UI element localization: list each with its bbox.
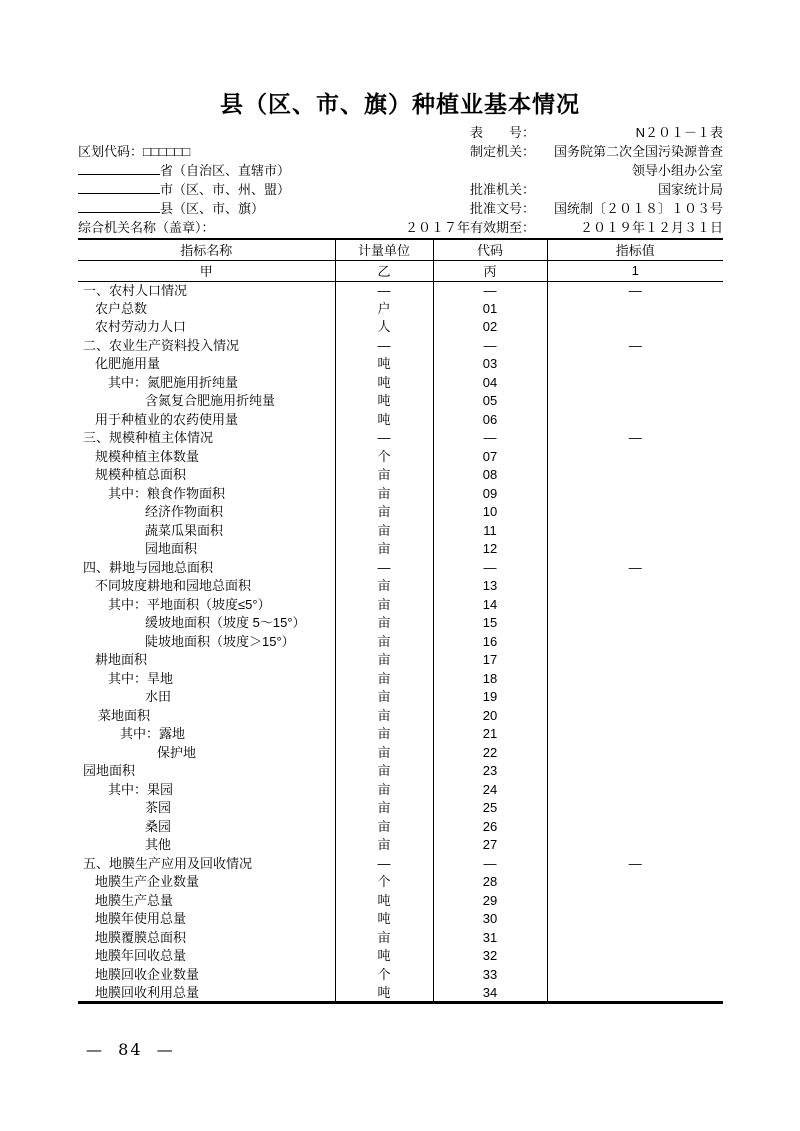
- table-row: [78, 818, 723, 837]
- subheader-yi: 乙: [335, 260, 433, 281]
- indicator-unit-cell: 吨: [335, 892, 433, 911]
- indicator-code-cell: —: [433, 855, 547, 874]
- indicator-name-cell: 缓坡地面积（坡度 5～15°）: [145, 615, 306, 631]
- indicator-value-cell: [547, 300, 723, 319]
- indicator-unit-cell: 亩: [335, 670, 433, 689]
- indicator-code-cell: 01: [433, 300, 547, 319]
- indicator-code-cell: 29: [433, 892, 547, 911]
- table-row: [78, 984, 723, 1003]
- indicator-name-cell: 其中：平地面积（坡度≤5°）: [108, 596, 271, 612]
- indicator-value-cell: [547, 670, 723, 689]
- indicator-code-cell: 26: [433, 818, 547, 837]
- indicator-name-cell: 化肥施用量: [95, 356, 161, 372]
- header-row-province: [78, 160, 723, 179]
- indicator-value-cell: [547, 522, 723, 541]
- form-number-label: 表 号：: [470, 125, 536, 140]
- indicator-name-cell: 水田: [145, 689, 172, 705]
- indicator-name-cell: 茶园: [145, 800, 172, 816]
- indicator-name-cell: 蔬菜瓜果面积: [145, 522, 224, 538]
- table-row: [78, 633, 723, 652]
- table-row: [78, 892, 723, 911]
- indicator-value-cell: [547, 614, 723, 633]
- approving-agency-value: 国家统计局: [657, 182, 723, 197]
- table-row: [78, 318, 723, 337]
- indicator-value-cell: [547, 966, 723, 985]
- table-row: [78, 873, 723, 892]
- issuing-agency-label: 制定机关：: [470, 144, 536, 159]
- indicator-code-cell: 15: [433, 614, 547, 633]
- indicator-name-cell: 地膜回收利用总量: [95, 984, 200, 1000]
- indicator-table-header: [78, 239, 723, 281]
- indicator-code-cell: 08: [433, 466, 547, 485]
- table-row: [78, 670, 723, 689]
- indicator-unit-cell: —: [335, 281, 433, 300]
- county-blank-line: [78, 199, 160, 213]
- indicator-name-cell: 其中：果园: [108, 781, 174, 797]
- indicator-code-cell: 27: [433, 836, 547, 855]
- table-row: [78, 966, 723, 985]
- indicator-unit-cell: 吨: [335, 411, 433, 430]
- indicator-name-cell: 四、耕地与园地总面积: [83, 559, 214, 575]
- indicator-name-cell: 一、农村人口情况: [83, 282, 188, 298]
- indicator-code-cell: 07: [433, 448, 547, 467]
- indicator-name-cell: 地膜生产总量: [95, 892, 174, 908]
- indicator-name-cell: 不同坡度耕地和园地总面积: [95, 578, 252, 594]
- indicator-unit-cell: 亩: [335, 818, 433, 837]
- table-row: [78, 559, 723, 578]
- indicator-code-cell: 23: [433, 762, 547, 781]
- indicator-value-cell: [547, 799, 723, 818]
- indicator-name-cell: 地膜年回收总量: [95, 948, 187, 964]
- indicator-code-cell: 30: [433, 910, 547, 929]
- org-seal-field: [78, 219, 470, 236]
- issuing-agency-value: 国务院第二次全国污染源普查: [553, 144, 723, 159]
- indicator-unit-cell: 亩: [335, 929, 433, 948]
- division-code-label: 区划代码：□□□□□□: [78, 144, 191, 159]
- indicator-value-cell: —: [547, 337, 723, 356]
- indicator-value-cell: [547, 781, 723, 800]
- indicator-name-cell: 其他: [145, 837, 172, 853]
- col-header-value: 指标值: [547, 239, 723, 260]
- form-header: [78, 122, 723, 236]
- indicator-value-cell: [547, 392, 723, 411]
- indicator-code-cell: 03: [433, 355, 547, 374]
- indicator-unit-cell: 亩: [335, 466, 433, 485]
- indicator-unit-cell: 吨: [335, 910, 433, 929]
- subheader-jia: 甲: [78, 260, 335, 281]
- indicator-name-cell: 耕地面积: [95, 652, 148, 668]
- indicator-name-cell: 陡坡地面积（坡度＞15°）: [145, 633, 295, 649]
- indicator-code-cell: 16: [433, 633, 547, 652]
- indicator-name-cell: 菜地面积: [98, 707, 151, 723]
- table-row: [78, 429, 723, 448]
- table-row: [78, 485, 723, 504]
- city-suffix: 市（区、市、州、盟）: [160, 182, 291, 197]
- indicator-value-cell: [547, 725, 723, 744]
- indicator-value-cell: [547, 596, 723, 615]
- indicator-table: [78, 238, 723, 1004]
- indicator-name-cell: 地膜生产企业数量: [95, 874, 200, 890]
- indicator-code-cell: 33: [433, 966, 547, 985]
- indicator-unit-cell: 亩: [335, 688, 433, 707]
- indicator-value-cell: [547, 503, 723, 522]
- table-row: [78, 281, 723, 300]
- indicator-unit-cell: 亩: [335, 762, 433, 781]
- table-row: [78, 910, 723, 929]
- indicator-unit-cell: 吨: [335, 355, 433, 374]
- column-header-row: [78, 239, 723, 260]
- report-year: ２０１７年: [404, 220, 470, 235]
- indicator-code-cell: 19: [433, 688, 547, 707]
- indicator-code-cell: 18: [433, 670, 547, 689]
- indicator-code-cell: 17: [433, 651, 547, 670]
- indicator-value-cell: [547, 947, 723, 966]
- indicator-value-cell: —: [547, 855, 723, 874]
- indicator-unit-cell: 户: [335, 300, 433, 319]
- indicator-name-cell: 园地面积: [145, 541, 198, 557]
- col-header-unit: 计量单位: [335, 239, 433, 260]
- indicator-value-cell: [547, 892, 723, 911]
- indicator-code-cell: 21: [433, 725, 547, 744]
- indicator-unit-cell: 吨: [335, 374, 433, 393]
- table-row: [78, 744, 723, 763]
- indicator-unit-cell: 亩: [335, 799, 433, 818]
- indicator-value-cell: [547, 411, 723, 430]
- indicator-code-cell: 34: [433, 984, 547, 1003]
- indicator-unit-cell: 亩: [335, 522, 433, 541]
- table-row: [78, 355, 723, 374]
- table-row: [78, 651, 723, 670]
- header-row-city: [78, 179, 723, 198]
- header-row-division-code: [78, 141, 723, 160]
- indicator-name-cell: 农户总数: [95, 300, 148, 316]
- indicator-unit-cell: 亩: [335, 781, 433, 800]
- indicator-table-body: [78, 281, 723, 1003]
- indicator-value-cell: [547, 355, 723, 374]
- indicator-code-cell: 32: [433, 947, 547, 966]
- indicator-unit-cell: —: [335, 855, 433, 874]
- table-row: [78, 374, 723, 393]
- indicator-value-cell: [547, 318, 723, 337]
- city-blank-line: [78, 180, 160, 194]
- indicator-name-cell: 其中：粮食作物面积: [108, 485, 226, 501]
- indicator-code-cell: 09: [433, 485, 547, 504]
- indicator-unit-cell: 吨: [335, 392, 433, 411]
- indicator-value-cell: [547, 818, 723, 837]
- indicator-code-cell: —: [433, 559, 547, 578]
- valid-until-label: 有效期至：: [470, 220, 536, 235]
- indicator-name-cell: 经济作物面积: [145, 504, 224, 520]
- header-row-form-number: [78, 122, 723, 141]
- indicator-code-cell: 25: [433, 799, 547, 818]
- indicator-code-cell: 05: [433, 392, 547, 411]
- indicator-code-cell: 12: [433, 540, 547, 559]
- indicator-code-cell: 02: [433, 318, 547, 337]
- indicator-unit-cell: 个: [335, 448, 433, 467]
- org-seal-label: 综合机关名称（盖章）：: [78, 220, 215, 235]
- indicator-value-cell: [547, 485, 723, 504]
- indicator-code-cell: —: [433, 429, 547, 448]
- indicator-unit-cell: 个: [335, 873, 433, 892]
- table-row: [78, 466, 723, 485]
- indicator-value-cell: [547, 873, 723, 892]
- indicator-unit-cell: 亩: [335, 836, 433, 855]
- table-row: [78, 929, 723, 948]
- table-row: [78, 725, 723, 744]
- table-row: [78, 947, 723, 966]
- indicator-value-cell: [547, 910, 723, 929]
- table-row: [78, 522, 723, 541]
- indicator-name-cell: 五、地膜生产应用及回收情况: [83, 855, 253, 871]
- table-row: [78, 836, 723, 855]
- indicator-code-cell: 04: [433, 374, 547, 393]
- indicator-value-cell: [547, 577, 723, 596]
- indicator-code-cell: 20: [433, 707, 547, 726]
- indicator-value-cell: [547, 633, 723, 652]
- indicator-name-cell: 三、规模种植主体情况: [83, 430, 214, 446]
- indicator-name-cell: 地膜覆膜总面积: [95, 929, 187, 945]
- indicator-unit-cell: 亩: [335, 596, 433, 615]
- indicator-name-cell: 园地面积: [83, 763, 136, 779]
- indicator-name-cell: 桑园: [145, 818, 172, 834]
- indicator-value-cell: [547, 651, 723, 670]
- table-row: [78, 540, 723, 559]
- indicator-unit-cell: 吨: [335, 947, 433, 966]
- table-row: [78, 707, 723, 726]
- indicator-code-cell: 31: [433, 929, 547, 948]
- county-field: [78, 199, 470, 217]
- indicator-unit-cell: 亩: [335, 540, 433, 559]
- indicator-code-cell: 06: [433, 411, 547, 430]
- indicator-unit-cell: 吨: [335, 984, 433, 1003]
- indicator-code-cell: 28: [433, 873, 547, 892]
- indicator-unit-cell: 亩: [335, 707, 433, 726]
- indicator-value-cell: [547, 762, 723, 781]
- indicator-unit-cell: 亩: [335, 633, 433, 652]
- indicator-name-cell: 用于种植业的农药使用量: [95, 411, 239, 427]
- indicator-value-cell: —: [547, 559, 723, 578]
- indicator-unit-cell: —: [335, 337, 433, 356]
- indicator-unit-cell: 亩: [335, 485, 433, 504]
- table-row: [78, 411, 723, 430]
- column-subheader-row: [78, 260, 723, 281]
- indicator-value-cell: [547, 929, 723, 948]
- indicator-unit-cell: —: [335, 429, 433, 448]
- header-row-org-seal: [78, 217, 723, 236]
- indicator-value-cell: —: [547, 429, 723, 448]
- approval-doc-value: 国统制〔２０１８〕１０３号: [553, 201, 723, 216]
- indicator-name-cell: 其中：氮肥施用折纯量: [108, 374, 239, 390]
- indicator-name-cell: 地膜回收企业数量: [95, 966, 200, 982]
- page-number: — 84 —: [86, 1040, 175, 1059]
- table-row: [78, 781, 723, 800]
- indicator-name-cell: 规模种植主体数量: [95, 448, 200, 464]
- indicator-value-cell: [547, 374, 723, 393]
- province-suffix: 省（自治区、直辖市）: [160, 163, 291, 178]
- county-suffix: 县（区、市、旗）: [160, 201, 265, 216]
- issuing-agency-value-line2: 领导小组办公室: [631, 163, 723, 178]
- table-row: [78, 762, 723, 781]
- indicator-name-cell: 其中：露地: [120, 726, 186, 742]
- subheader-one: 1: [547, 260, 723, 281]
- col-header-code: 代码: [433, 239, 547, 260]
- indicator-name-cell: 规模种植总面积: [95, 467, 187, 483]
- approval-doc-label: 批准文号：: [470, 201, 536, 216]
- indicator-unit-cell: 亩: [335, 651, 433, 670]
- indicator-name-cell: 二、农业生产资料投入情况: [83, 337, 240, 353]
- indicator-unit-cell: 亩: [335, 503, 433, 522]
- indicator-value-cell: [547, 540, 723, 559]
- indicator-unit-cell: 亩: [335, 614, 433, 633]
- indicator-code-cell: 11: [433, 522, 547, 541]
- header-row-county: [78, 198, 723, 217]
- division-code-field: [78, 143, 470, 160]
- table-row: [78, 337, 723, 356]
- table-row: [78, 596, 723, 615]
- province-blank-line: [78, 161, 160, 175]
- indicator-unit-cell: —: [335, 559, 433, 578]
- form-title: 县（区、市、旗）种植业基本情况: [220, 91, 580, 117]
- indicator-unit-cell: 亩: [335, 725, 433, 744]
- indicator-value-cell: [547, 466, 723, 485]
- indicator-unit-cell: 亩: [335, 744, 433, 763]
- indicator-unit-cell: 个: [335, 966, 433, 985]
- subheader-bing: 丙: [433, 260, 547, 281]
- indicator-code-cell: 13: [433, 577, 547, 596]
- table-row: [78, 577, 723, 596]
- table-row: [78, 614, 723, 633]
- indicator-code-cell: —: [433, 281, 547, 300]
- table-row: [78, 392, 723, 411]
- table-row: [78, 855, 723, 874]
- indicator-unit-cell: 人: [335, 318, 433, 337]
- col-header-indicator-name: 指标名称: [78, 239, 335, 260]
- indicator-value-cell: [547, 744, 723, 763]
- indicator-value-cell: [547, 688, 723, 707]
- province-field: [78, 161, 470, 179]
- indicator-name-cell: 农村劳动力人口: [95, 319, 187, 335]
- form-number-value: N２０１－１表: [635, 125, 723, 140]
- approving-agency-label: 批准机关：: [470, 182, 536, 197]
- table-row: [78, 300, 723, 319]
- indicator-name-cell: 含氮复合肥施用折纯量: [145, 393, 276, 409]
- indicator-value-cell: [547, 984, 723, 1003]
- valid-until-value: ２０１９年１２月３１日: [579, 220, 723, 235]
- table-row: [78, 503, 723, 522]
- indicator-code-cell: 24: [433, 781, 547, 800]
- table-row: [78, 799, 723, 818]
- indicator-unit-cell: 亩: [335, 577, 433, 596]
- indicator-code-cell: 22: [433, 744, 547, 763]
- indicator-value-cell: [547, 448, 723, 467]
- indicator-name-cell: 保护地: [157, 744, 197, 760]
- indicator-code-cell: —: [433, 337, 547, 356]
- table-row: [78, 448, 723, 467]
- indicator-value-cell: —: [547, 281, 723, 300]
- indicator-name-cell: 地膜年使用总量: [95, 911, 187, 927]
- table-row: [78, 688, 723, 707]
- city-field: [78, 180, 470, 198]
- indicator-name-cell: 其中：旱地: [108, 670, 174, 686]
- indicator-value-cell: [547, 707, 723, 726]
- indicator-code-cell: 14: [433, 596, 547, 615]
- indicator-code-cell: 10: [433, 503, 547, 522]
- indicator-value-cell: [547, 836, 723, 855]
